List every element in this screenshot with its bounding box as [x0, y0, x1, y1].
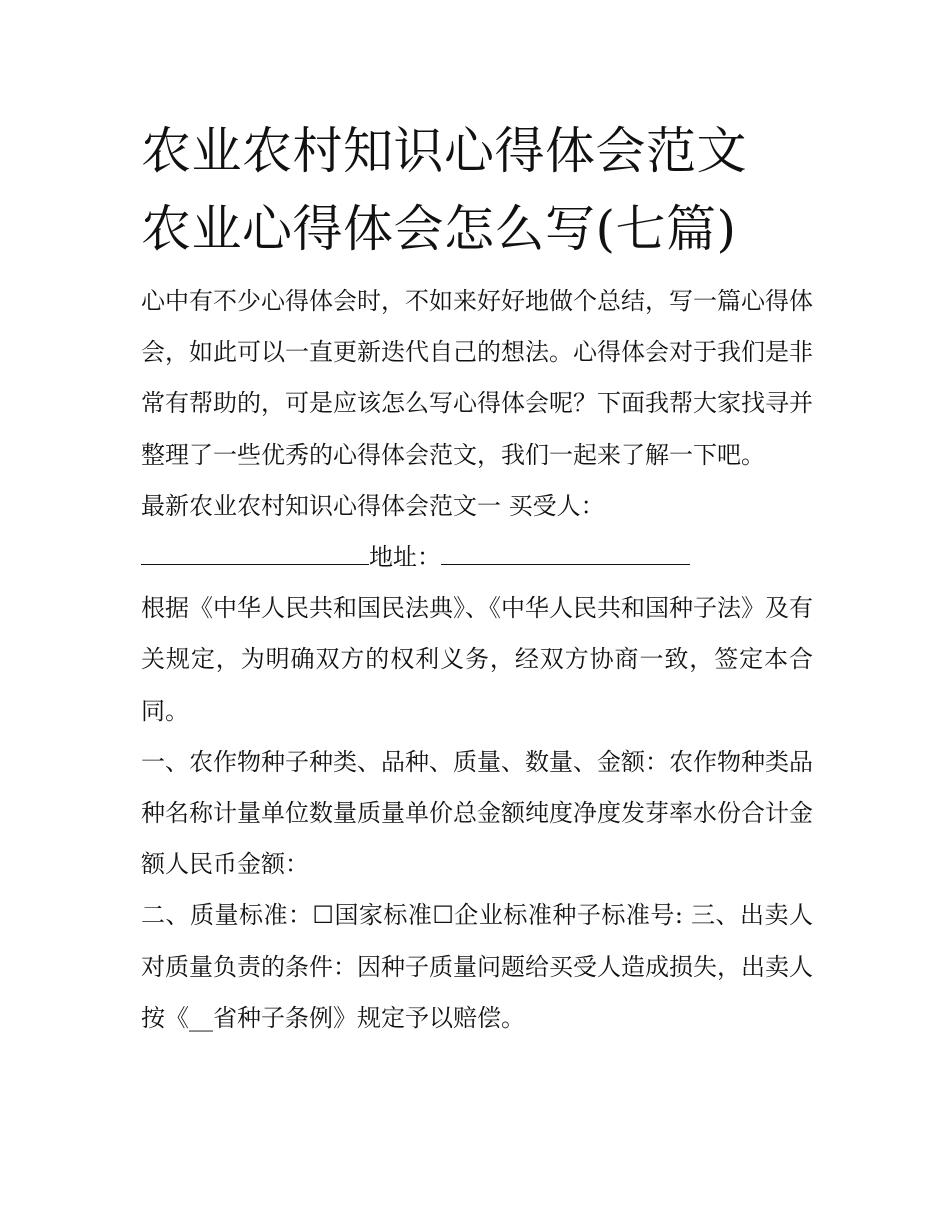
legal-basis-paragraph: 根据《中华人民共和国民法典》、《中华人民共和国种子法》及有关规定，为明确双方的权利义务，经双方协商一致，签定本合同。: [141, 594, 813, 725]
section-heading-buyer: 最新农业农村知识心得体会范文一 买受人：: [141, 491, 605, 520]
address-label: 地址：: [369, 543, 441, 572]
document-title: 农业农村知识心得体会范文 农业心得体会怎么写(七篇): [141, 122, 747, 258]
address-line: [141, 532, 813, 583]
clause-one-paragraph: 一、农作物种子种类、品种、质量、数量、金额：农作物种类品种名称计量单位数量质量单价总金额纯度净度发芽率水份合计金额人民币金额：: [141, 747, 813, 879]
address-blank: [441, 534, 690, 565]
document-body: [141, 276, 813, 1044]
clause-two-paragraph: 二、质量标准：☐国家标准☐企业标准种子标准号: 三、出卖人对质量负责的条件：因种子质量问题给买受人造成损失，出卖人按《__省种子条例》规定予以赔偿。: [141, 901, 813, 1032]
buyer-name-blank: [141, 534, 369, 565]
intro-paragraph: 心中有不少心得体会时，不如来好好地做个总结，写一篇心得体会，如此可以一直更新迭代自己的想法。心得体会对于我们是非常有帮助的，可是应该怎么写心得体会呢？下面我帮大家找寻并整理了一些优秀的心得体会范文，我们一起来了解一下吧。: [141, 287, 813, 469]
